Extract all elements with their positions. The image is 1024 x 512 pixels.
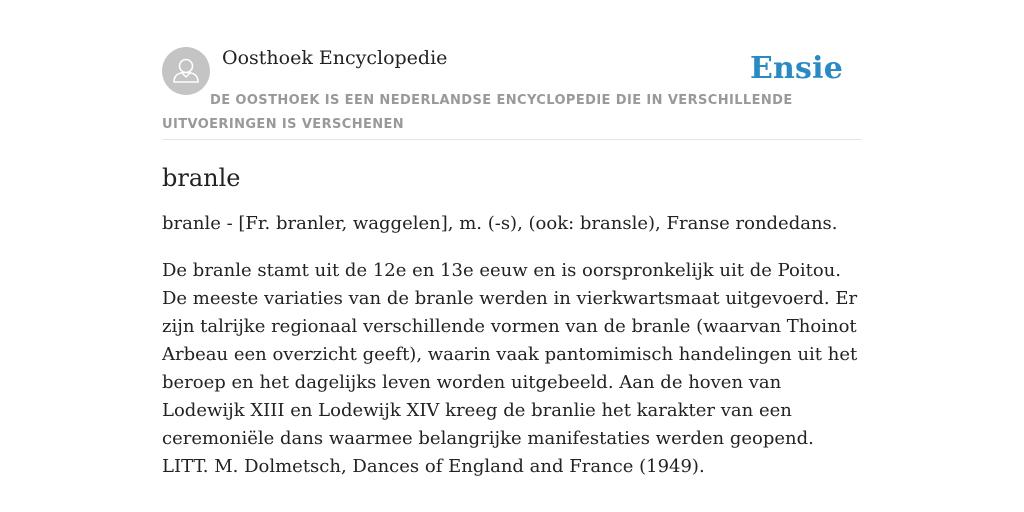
page-header bbox=[162, 46, 862, 140]
definition-text: branle - [Fr. branler, waggelen], m. (-s), (ook: bransle), Franse rondedans. bbox=[162, 213, 838, 234]
literature-reference: LITT. M. Dolmetsch, Dances of England and France (1949). bbox=[162, 456, 705, 477]
user-avatar-icon[interactable] bbox=[162, 47, 210, 95]
article-body: De branle stamt uit de 12e en 13e eeuw en is oorspronkelijk uit de Poitou. De meeste variaties van de branle werden in vierkwartsmaat uitgevoerd. Er zijn talrijke regionaal verschillende vormen van de branle (waarvan Thoinot Arbeau een overzicht geeft), waarin vaak pantomimisch handelingen uit het beroep en het dagelijks leven worden uitgebeeld. Aan de hoven van Lodewijk XIII en Lodewijk XIV kreeg de branlie het karakter van een ceremoniële dans waarmee belangrijke manifestaties werden geopend. bbox=[162, 260, 858, 449]
ensie-logo-link[interactable]: Ensie bbox=[749, 51, 843, 86]
site-tagline: DE OOSTHOEK IS EEN NEDERLANDSE ENCYCLOPEDIE DIE IN VERSCHILLENDE UITVOERINGEN IS VERSCHENEN bbox=[162, 93, 793, 132]
person-outline-icon bbox=[162, 47, 210, 95]
site-name-link[interactable]: Oosthoek Encyclopedie bbox=[222, 47, 448, 69]
article bbox=[162, 160, 862, 481]
page-title: branle bbox=[162, 164, 241, 192]
